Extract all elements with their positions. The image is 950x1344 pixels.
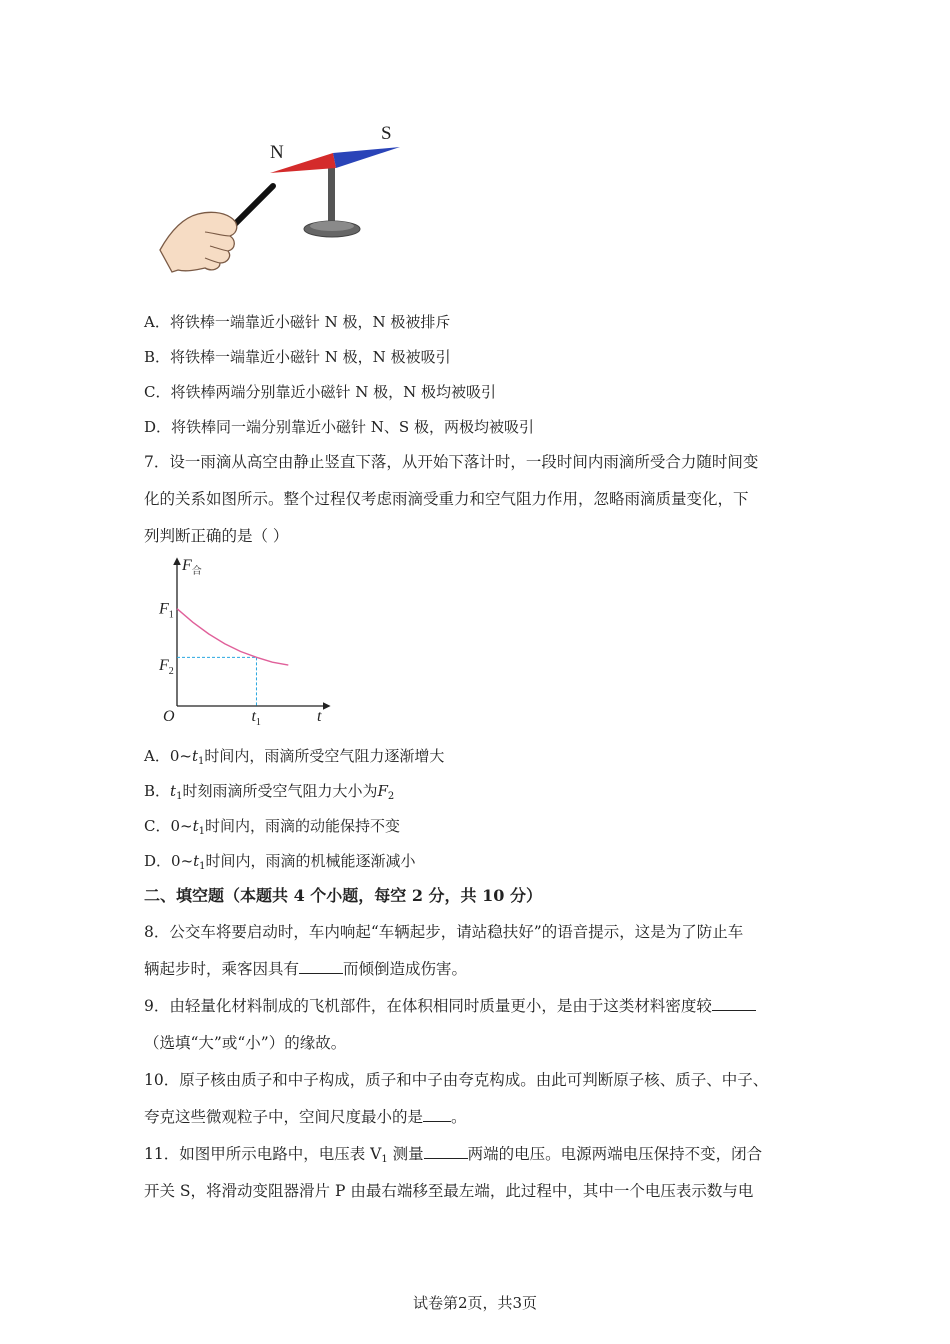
needle-south-half bbox=[333, 147, 400, 168]
q7-stem-line-2: 化的关系如图所示。整个过程仅考虑雨滴受重力和空气阻力作用，忽略雨滴质量变化，下 bbox=[144, 490, 749, 508]
q8-line-1: 8．公交车将要启动时，车内响起“车辆起步，请站稳扶好”的语音提示，这是为了防止车 bbox=[144, 923, 744, 941]
origin-label: O bbox=[163, 708, 175, 725]
force-time-chart bbox=[150, 552, 350, 732]
q7-option-b: B．$t_1$时刻雨滴所受空气阻力大小为$F_2$ bbox=[144, 782, 395, 802]
q10-answer-blank[interactable] bbox=[423, 1107, 451, 1122]
q6-option-d: D．将铁棒同一端分别靠近小磁针 N、S 极，两极均被吸引 bbox=[144, 418, 534, 436]
hand bbox=[160, 212, 237, 272]
q10-line-2: 夸克这些微观粒子中，空间尺度最小的是 。 bbox=[144, 1108, 467, 1126]
magnet-figure bbox=[0, 0, 950, 290]
q11-answer-blank[interactable] bbox=[424, 1144, 468, 1159]
page-footer: 试卷第2页，共3页 bbox=[412, 1294, 538, 1312]
q10-line-1: 10．原子核由质子和中子构成，质子和中子由夸克构成。由此可判断原子核、质子、中子、 bbox=[144, 1071, 769, 1089]
q7-stem-line-3: 列判断正确的是（ ） bbox=[144, 527, 289, 545]
q9-line-2: （选填“大”或“小”）的缘故。 bbox=[144, 1034, 347, 1052]
q8-line-2: 辆起步时，乘客因具有 而倾倒造成伤害。 bbox=[144, 960, 468, 978]
x-tick-label-1: $t_1$ bbox=[251, 708, 261, 728]
y-tick-label-1: $F_1$ bbox=[159, 600, 174, 621]
label-s: S bbox=[381, 123, 392, 144]
x-axis-label: t bbox=[317, 708, 322, 725]
q6-option-a: A．将铁棒一端靠近小磁针 N 极，N 极被排斥 bbox=[144, 313, 451, 331]
q11-line-2: 开关 S，将滑动变阻器滑片 P 由最右端移至最左端，此过程中，其中一个电压表示数与电 bbox=[144, 1182, 754, 1200]
q7-option-d: D．$0\sim t_1$时间内，雨滴的机械能逐渐减小 bbox=[144, 852, 416, 872]
q7-stem-line-1: 7．设一雨滴从高空由静止竖直下落，从开始下落计时，一段时间内雨滴所受合力随时间变 bbox=[144, 453, 759, 471]
q8-answer-blank[interactable] bbox=[299, 959, 343, 974]
y-axis-label: $F_合$ bbox=[182, 557, 202, 577]
stand-base-top bbox=[310, 221, 354, 231]
q7-option-c: C．$0\sim t_1$时间内，雨滴的动能保持不变 bbox=[144, 817, 401, 837]
label-n: N bbox=[270, 142, 284, 163]
q9-answer-blank[interactable] bbox=[712, 996, 756, 1011]
series-f-total-curve bbox=[177, 609, 288, 665]
q7-option-a: A．$0\sim t_1$时间内，雨滴所受空气阻力逐渐增大 bbox=[144, 747, 445, 767]
stand-post bbox=[328, 168, 335, 226]
q9-line-1: 9．由轻量化材料制成的飞机部件，在体积相同时质量更小，是由于这类材料密度较 bbox=[144, 996, 756, 1016]
q11-line-1: 11．如图甲所示电路中，电压表 $V_1$ 测量 两端的电压。电源两端电压保持不变，闭合 bbox=[144, 1145, 763, 1165]
q6-option-c: C．将铁棒两端分别靠近小磁针 N 极，N 极均被吸引 bbox=[144, 383, 497, 401]
section-2-heading: 二、填空题（本题共 4 个小题，每空 2 分，共 10 分） bbox=[144, 886, 542, 905]
q6-option-b: B．将铁棒一端靠近小磁针 N 极，N 极被吸引 bbox=[144, 348, 451, 366]
y-tick-label-2: $F_2$ bbox=[159, 657, 174, 678]
